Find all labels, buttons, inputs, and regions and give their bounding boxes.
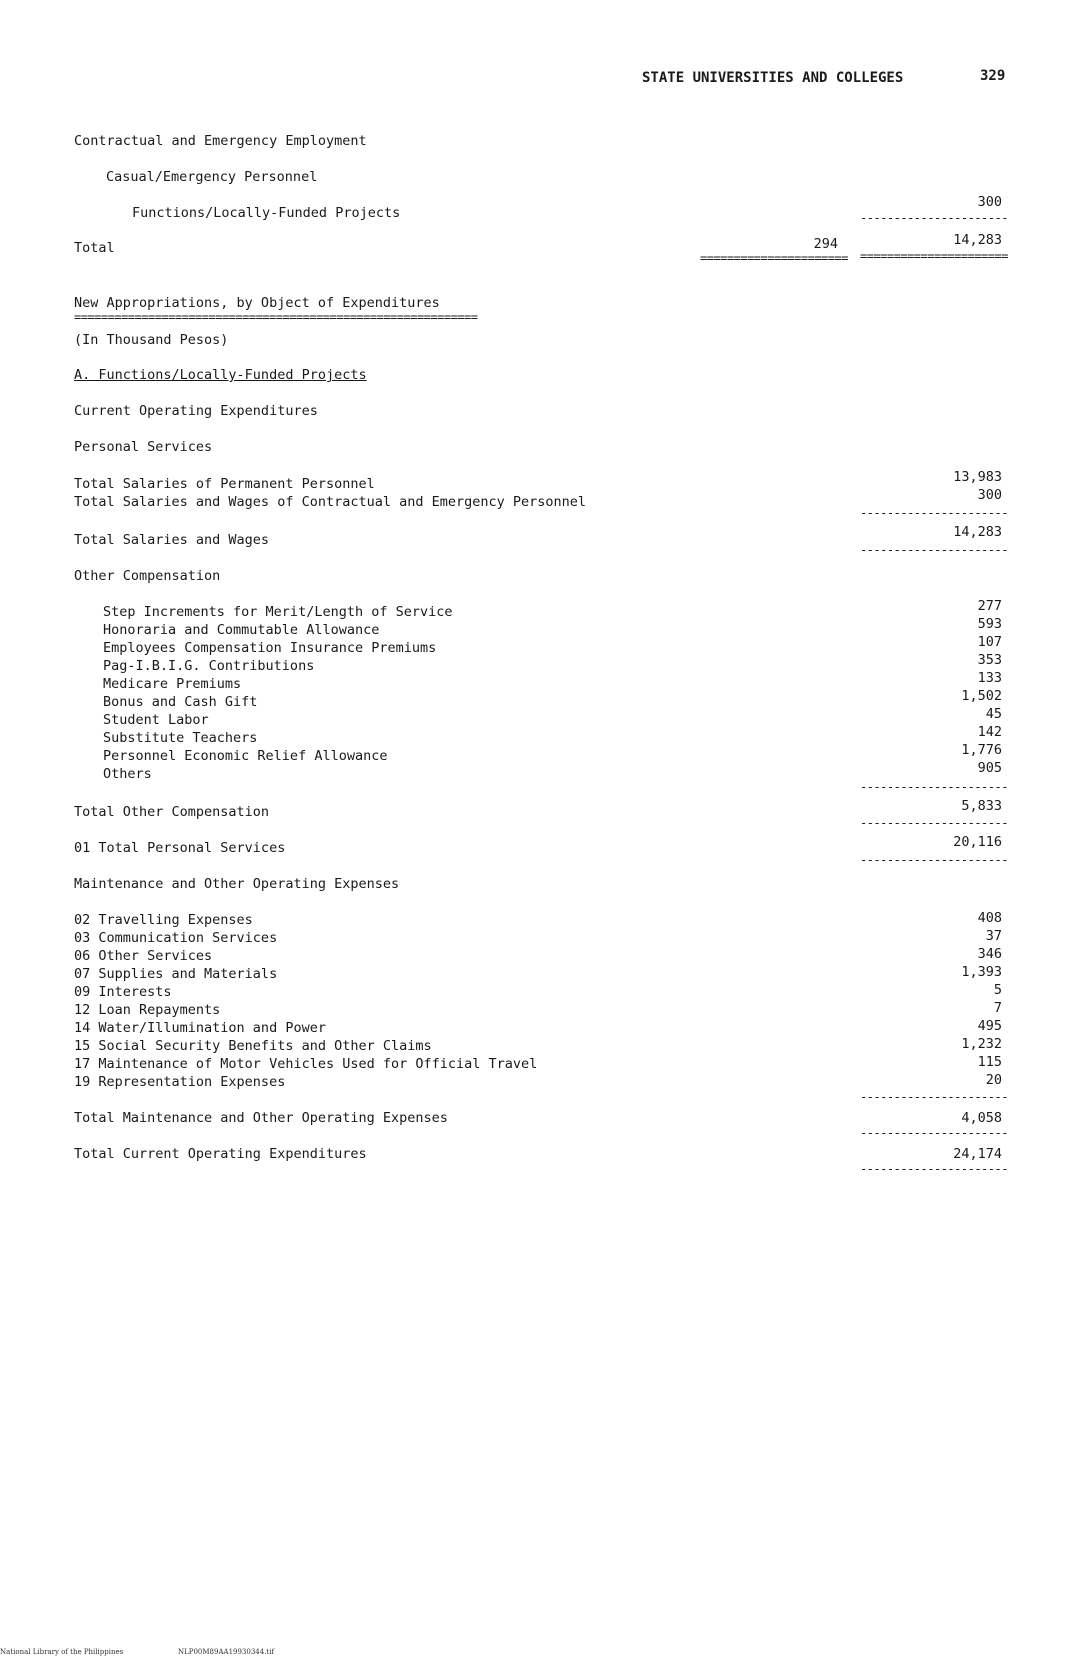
salary-row-label: Total Salaries and Wages of Contractual and Emergency Personnel <box>74 494 587 510</box>
other-comp-label: Honoraria and Commutable Allowance <box>103 622 380 638</box>
total-personal-value: 20,116 <box>953 834 1002 850</box>
mooe-label: 15 Social Security Benefits and Other Claims <box>74 1038 432 1054</box>
total-salaries-value: 14,283 <box>953 524 1002 540</box>
other-comp-value: 107 <box>977 634 1002 650</box>
other-comp-label: Substitute Teachers <box>103 730 258 746</box>
mooe-label: 19 Representation Expenses <box>74 1074 286 1090</box>
mooe-value: 1,232 <box>961 1036 1002 1052</box>
total-mooe-label: Total Maintenance and Other Operating Expenses <box>74 1110 448 1126</box>
mooe-value: 37 <box>985 928 1002 944</box>
footer-left: National Library of the Philippines <box>0 1648 124 1656</box>
mooe-value: 346 <box>977 946 1002 962</box>
salary-row-value: 300 <box>977 487 1002 503</box>
page-header-title: STATE UNIVERSITIES AND COLLEGES <box>642 70 904 86</box>
contractual-total-col2: 14,283 <box>953 232 1002 248</box>
salary-row-value: 13,983 <box>953 469 1002 485</box>
mooe-label: 06 Other Services <box>74 948 213 964</box>
rule-single: ---------------------- <box>860 855 1008 865</box>
mooe-label: 12 Loan Repayments <box>74 1002 221 1018</box>
page-number: 329 <box>980 68 1006 84</box>
other-comp-label: Medicare Premiums <box>103 676 242 692</box>
mooe-value: 20 <box>985 1072 1002 1088</box>
other-comp-label: Others <box>103 766 152 782</box>
personal-services-heading: Personal Services <box>74 439 213 455</box>
rule-single: ---------------------- <box>860 213 1008 223</box>
mooe-value: 1,393 <box>961 964 1002 980</box>
mooe-label: 07 Supplies and Materials <box>74 966 278 982</box>
total-current-value: 24,174 <box>953 1146 1002 1162</box>
mooe-value: 7 <box>993 1000 1002 1016</box>
rule-single: ---------------------- <box>860 508 1008 518</box>
rule-single: ---------------------- <box>860 782 1008 792</box>
total-current-label: Total Current Operating Expenditures <box>74 1146 367 1162</box>
rule-double: ====================== <box>860 251 1008 261</box>
total-salaries-label: Total Salaries and Wages <box>74 532 270 548</box>
other-comp-label: Bonus and Cash Gift <box>103 694 258 710</box>
mooe-label: 09 Interests <box>74 984 172 1000</box>
contractual-item-label: Functions/Locally-Funded Projects <box>132 205 401 221</box>
mooe-label: 03 Communication Services <box>74 930 278 946</box>
rule-single: ---------------------- <box>860 1164 1008 1174</box>
mooe-value: 115 <box>977 1054 1002 1070</box>
mooe-label: 17 Maintenance of Motor Vehicles Used for Official Travel <box>74 1056 538 1072</box>
other-comp-value: 45 <box>985 706 1002 722</box>
other-comp-heading: Other Compensation <box>74 568 221 584</box>
total-other-comp-value: 5,833 <box>961 798 1002 814</box>
rule-single: ---------------------- <box>860 818 1008 828</box>
new-approp-title: New Appropriations, by Object of Expenditures <box>74 295 440 311</box>
contractual-total-col1: 294 <box>813 236 838 252</box>
other-comp-label: Pag-I.B.I.G. Contributions <box>103 658 315 674</box>
total-other-comp-label: Total Other Compensation <box>74 804 270 820</box>
other-comp-label: Personnel Economic Relief Allowance <box>103 748 388 764</box>
rule-single: ---------------------- <box>860 1128 1008 1138</box>
other-comp-value: 133 <box>977 670 1002 686</box>
contractual-total-label: Total <box>74 240 115 256</box>
current-opex-heading: Current Operating Expenditures <box>74 403 318 419</box>
rule-double: ============================================================ <box>74 312 478 322</box>
rule-single: ---------------------- <box>860 1092 1008 1102</box>
section-a-heading: A. Functions/Locally-Funded Projects <box>74 367 367 383</box>
mooe-heading: Maintenance and Other Operating Expenses <box>74 876 400 892</box>
other-comp-value: 353 <box>977 652 1002 668</box>
rule-single: ---------------------- <box>860 545 1008 555</box>
total-personal-label: 01 Total Personal Services <box>74 840 286 856</box>
other-comp-value: 905 <box>977 760 1002 776</box>
contractual-heading: Contractual and Emergency Employment <box>74 133 367 149</box>
other-comp-value: 593 <box>977 616 1002 632</box>
other-comp-value: 277 <box>977 598 1002 614</box>
mooe-value: 408 <box>977 910 1002 926</box>
new-approp-subtitle: (In Thousand Pesos) <box>74 332 229 348</box>
other-comp-value: 1,776 <box>961 742 1002 758</box>
mooe-label: 02 Travelling Expenses <box>74 912 253 928</box>
other-comp-label: Step Increments for Merit/Length of Service <box>103 604 453 620</box>
casual-heading: Casual/Emergency Personnel <box>106 169 318 185</box>
other-comp-value: 1,502 <box>961 688 1002 704</box>
footer-right: NLP00M89AA19930344.tif <box>178 1648 275 1656</box>
mooe-value: 5 <box>993 982 1002 998</box>
contractual-item-value: 300 <box>977 194 1002 210</box>
mooe-value: 495 <box>977 1018 1002 1034</box>
rule-double: ====================== <box>700 253 848 263</box>
other-comp-label: Employees Compensation Insurance Premiums <box>103 640 437 656</box>
salary-row-label: Total Salaries of Permanent Personnel <box>74 476 375 492</box>
other-comp-value: 142 <box>977 724 1002 740</box>
other-comp-label: Student Labor <box>103 712 209 728</box>
total-mooe-value: 4,058 <box>961 1110 1002 1126</box>
mooe-label: 14 Water/Illumination and Power <box>74 1020 326 1036</box>
